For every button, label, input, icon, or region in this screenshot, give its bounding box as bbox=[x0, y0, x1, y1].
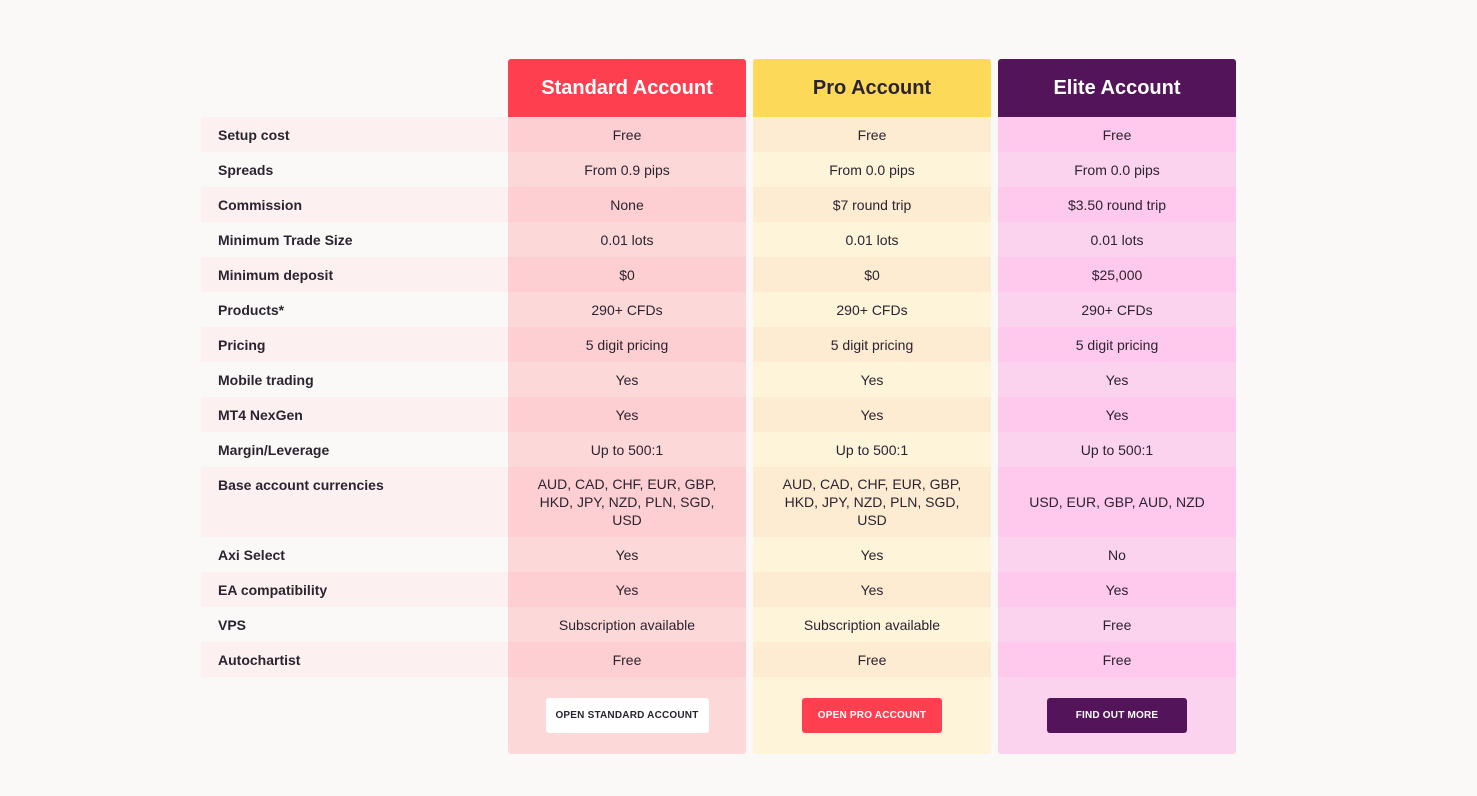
standard-cell: Up to 500:1 bbox=[508, 432, 746, 467]
pro-cell: AUD, CAD, CHF, EUR, GBP, HKD, JPY, NZD, PLN, SGD, USD bbox=[753, 467, 991, 537]
standard-cell: Subscription available bbox=[508, 607, 746, 642]
pro-cell: Free bbox=[753, 642, 991, 677]
pro-cell: Yes bbox=[753, 362, 991, 397]
elite-cell: Yes bbox=[998, 397, 1236, 432]
header-spacer bbox=[201, 59, 508, 117]
pro-cell: 0.01 lots bbox=[753, 222, 991, 257]
table-row bbox=[201, 327, 1235, 362]
table-row bbox=[201, 607, 1235, 642]
row-label: Products* bbox=[201, 292, 508, 327]
standard-cell: Free bbox=[508, 117, 746, 152]
row-label: Pricing bbox=[201, 327, 508, 362]
table-row bbox=[201, 397, 1235, 432]
table-row bbox=[201, 362, 1235, 397]
pro-account-header: Pro Account bbox=[753, 59, 991, 117]
standard-cell: Free bbox=[508, 642, 746, 677]
row-label: Spreads bbox=[201, 152, 508, 187]
pro-cell: $7 round trip bbox=[753, 187, 991, 222]
table-row bbox=[201, 572, 1235, 607]
elite-cell: $25,000 bbox=[998, 257, 1236, 292]
row-label: Minimum Trade Size bbox=[201, 222, 508, 257]
pro-cell: Free bbox=[753, 117, 991, 152]
row-label: Setup cost bbox=[201, 117, 508, 152]
footer-spacer bbox=[201, 677, 508, 754]
table-row bbox=[201, 222, 1235, 257]
standard-cell: Yes bbox=[508, 537, 746, 572]
elite-cell: 5 digit pricing bbox=[998, 327, 1236, 362]
table-row bbox=[201, 467, 1235, 537]
row-label: Minimum deposit bbox=[201, 257, 508, 292]
table-row bbox=[201, 152, 1235, 187]
standard-cell: 290+ CFDs bbox=[508, 292, 746, 327]
standard-cell: From 0.9 pips bbox=[508, 152, 746, 187]
row-label: Axi Select bbox=[201, 537, 508, 572]
row-label: VPS bbox=[201, 607, 508, 642]
table-row bbox=[201, 257, 1235, 292]
footer-row bbox=[201, 677, 1235, 754]
row-label: Autochartist bbox=[201, 642, 508, 677]
row-label: MT4 NexGen bbox=[201, 397, 508, 432]
pro-cell: Yes bbox=[753, 572, 991, 607]
row-label: Margin/Leverage bbox=[201, 432, 508, 467]
table-row bbox=[201, 432, 1235, 467]
standard-cell: $0 bbox=[508, 257, 746, 292]
pro-cell: From 0.0 pips bbox=[753, 152, 991, 187]
find-out-more-button[interactable]: FIND OUT MORE bbox=[1047, 698, 1187, 733]
table-row bbox=[201, 292, 1235, 327]
row-label: Commission bbox=[201, 187, 508, 222]
header-row bbox=[201, 59, 1235, 117]
pro-cell: $0 bbox=[753, 257, 991, 292]
standard-account-header: Standard Account bbox=[508, 59, 746, 117]
row-label: EA compatibility bbox=[201, 572, 508, 607]
table-row bbox=[201, 187, 1235, 222]
pro-footer bbox=[753, 677, 991, 754]
standard-cell: None bbox=[508, 187, 746, 222]
elite-cell: Up to 500:1 bbox=[998, 432, 1236, 467]
standard-footer bbox=[508, 677, 746, 754]
row-label: Mobile trading bbox=[201, 362, 508, 397]
account-comparison-table bbox=[201, 59, 1235, 754]
elite-cell: From 0.0 pips bbox=[998, 152, 1236, 187]
open-pro-account-button[interactable]: OPEN PRO ACCOUNT bbox=[802, 698, 942, 733]
elite-cell: Free bbox=[998, 117, 1236, 152]
table-row bbox=[201, 537, 1235, 572]
elite-cell: USD, EUR, GBP, AUD, NZD bbox=[998, 467, 1236, 537]
standard-cell: 5 digit pricing bbox=[508, 327, 746, 362]
elite-cell: Yes bbox=[998, 362, 1236, 397]
pro-cell: Subscription available bbox=[753, 607, 991, 642]
row-label: Base account currencies bbox=[201, 467, 508, 537]
elite-cell: Free bbox=[998, 642, 1236, 677]
standard-cell: AUD, CAD, CHF, EUR, GBP, HKD, JPY, NZD, PLN, SGD, USD bbox=[508, 467, 746, 537]
elite-cell: $3.50 round trip bbox=[998, 187, 1236, 222]
elite-footer bbox=[998, 677, 1236, 754]
elite-cell: 0.01 lots bbox=[998, 222, 1236, 257]
standard-cell: Yes bbox=[508, 397, 746, 432]
elite-cell: Free bbox=[998, 607, 1236, 642]
table-row bbox=[201, 642, 1235, 677]
pro-cell: Yes bbox=[753, 397, 991, 432]
pro-cell: 290+ CFDs bbox=[753, 292, 991, 327]
table-body bbox=[201, 117, 1235, 677]
elite-account-header: Elite Account bbox=[998, 59, 1236, 117]
pro-cell: Yes bbox=[753, 537, 991, 572]
table-row bbox=[201, 117, 1235, 152]
standard-cell: 0.01 lots bbox=[508, 222, 746, 257]
standard-cell: Yes bbox=[508, 572, 746, 607]
elite-cell: No bbox=[998, 537, 1236, 572]
pro-cell: 5 digit pricing bbox=[753, 327, 991, 362]
standard-cell: Yes bbox=[508, 362, 746, 397]
pro-cell: Up to 500:1 bbox=[753, 432, 991, 467]
elite-cell: Yes bbox=[998, 572, 1236, 607]
elite-cell: 290+ CFDs bbox=[998, 292, 1236, 327]
open-standard-account-button[interactable]: OPEN STANDARD ACCOUNT bbox=[546, 698, 709, 733]
